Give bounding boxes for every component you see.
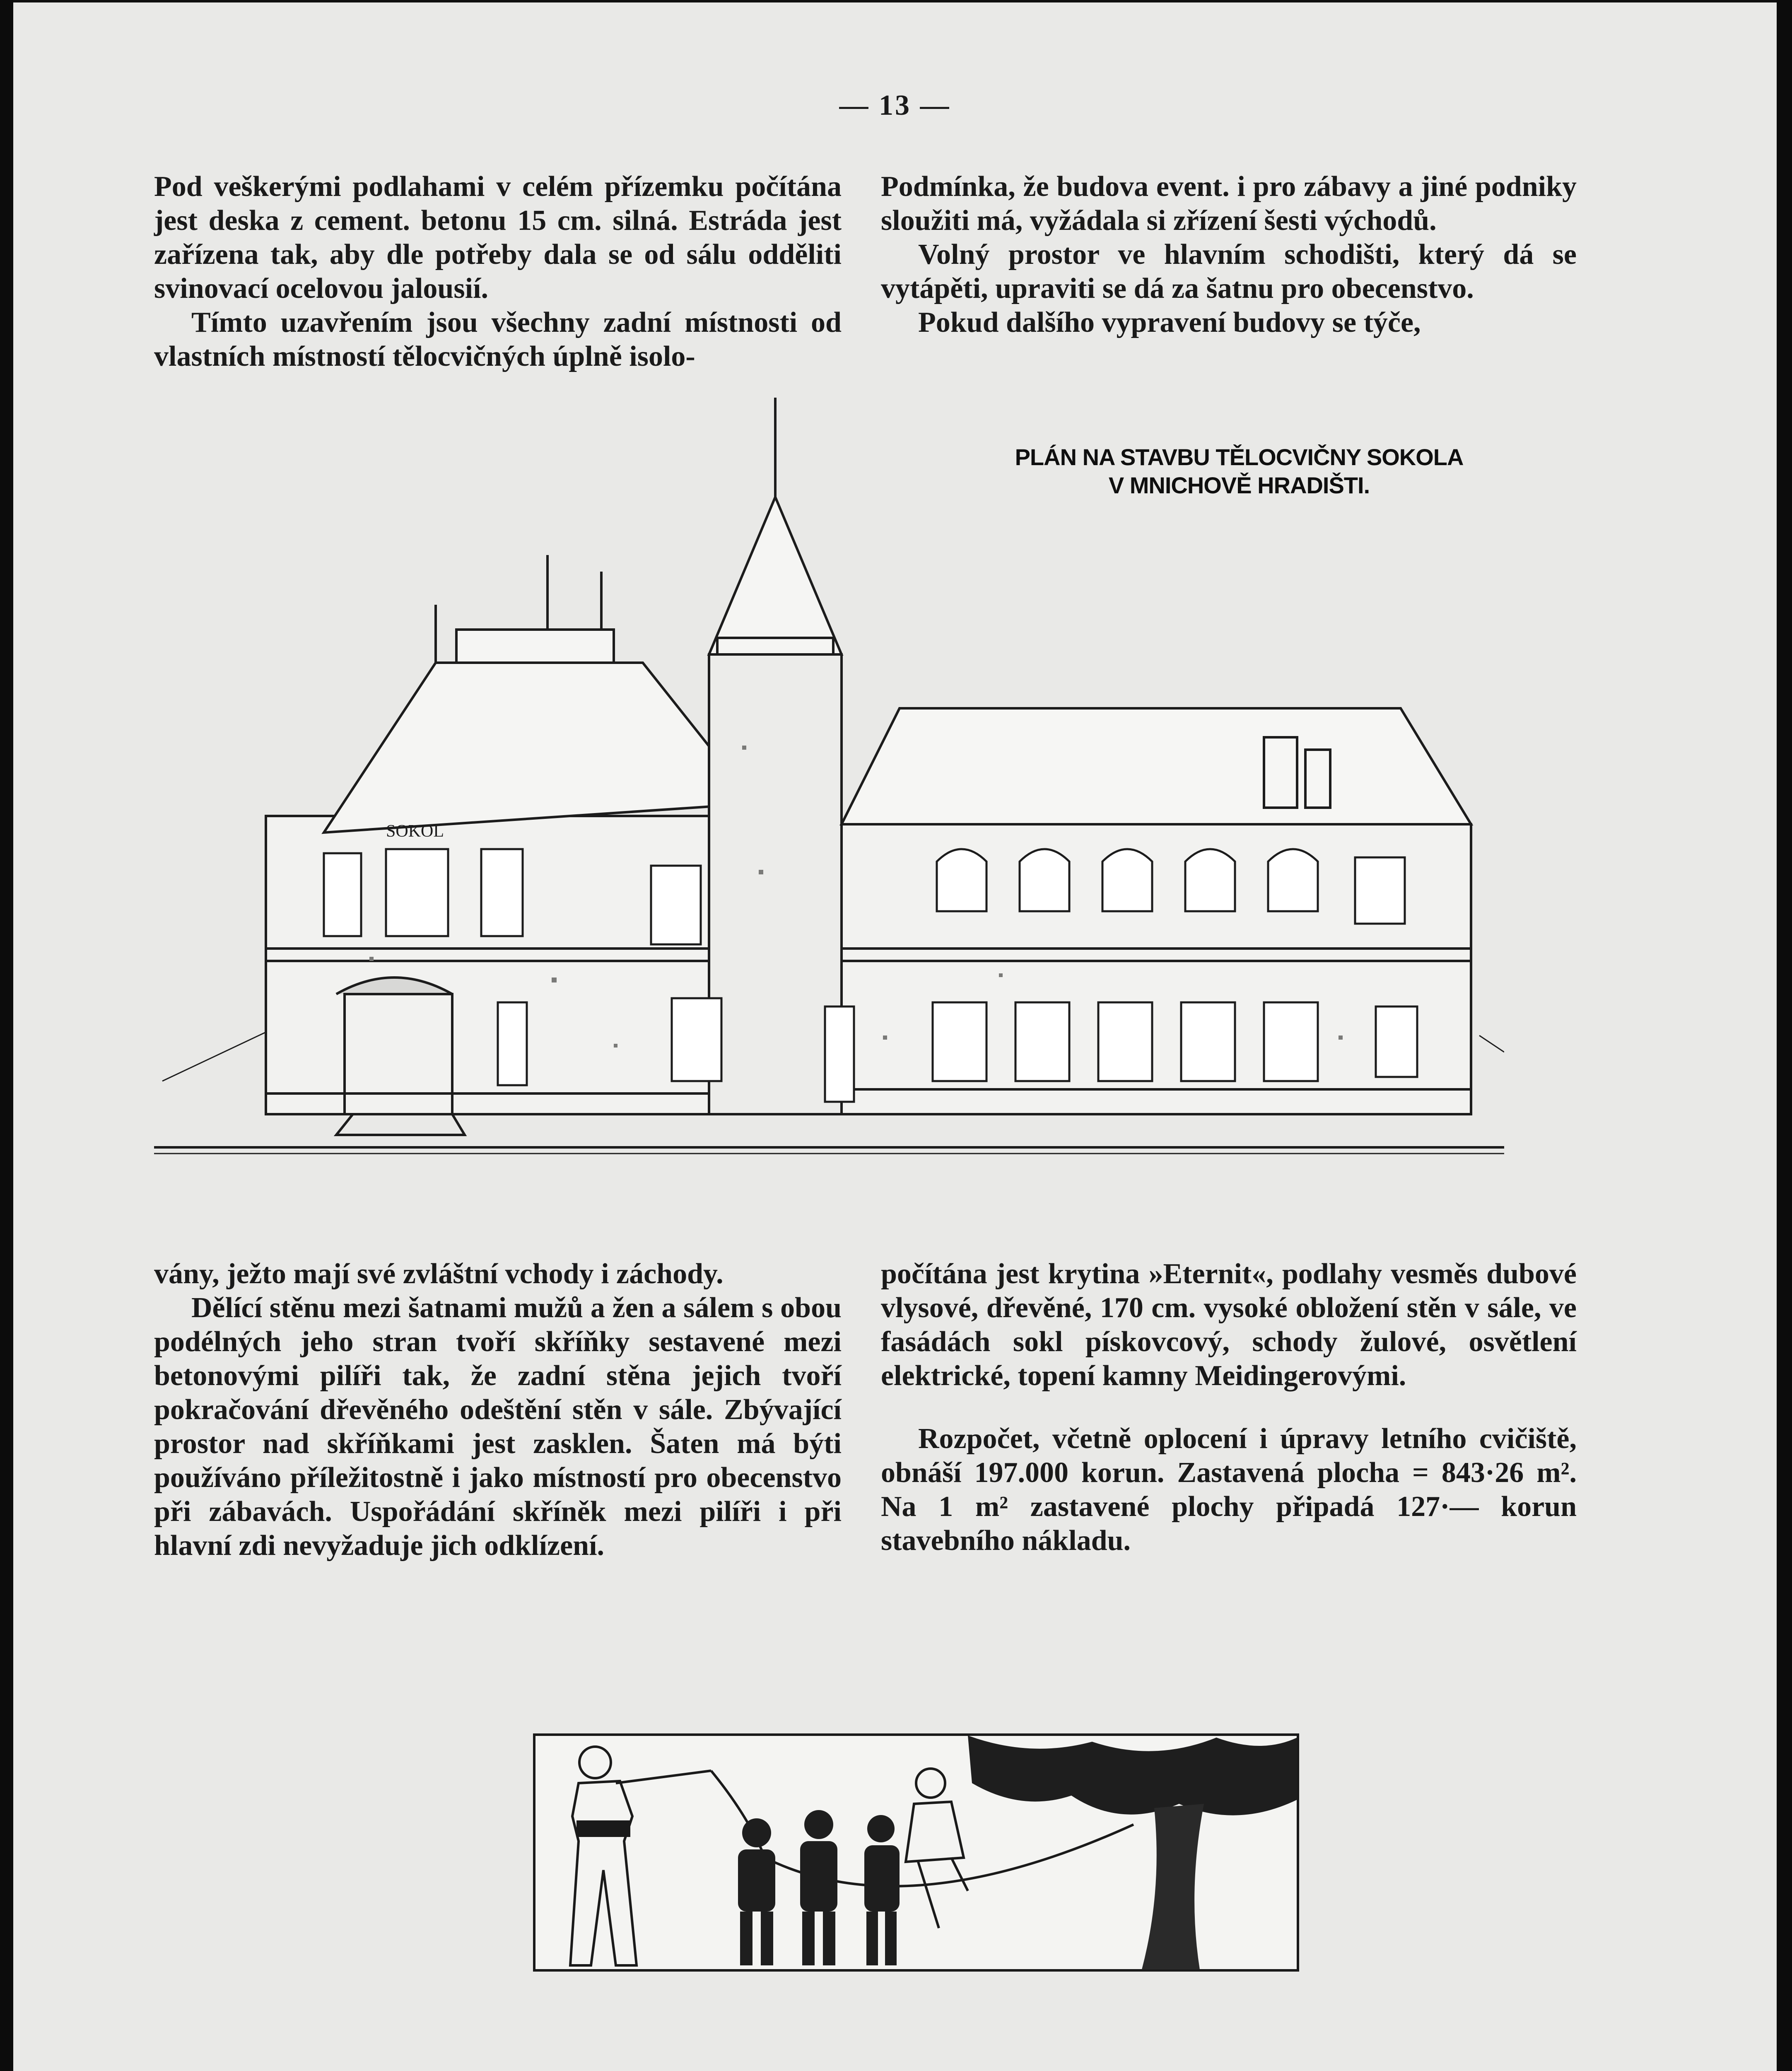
paragraph: Dělící stěnu mezi šatnami mužů a žen a sálem s obou podélných jeho stran tvoří skříňky sestavené mezi betonovými pilíři tak, že zadní stěna jejich tvoří pokračování dřevěného odeštění stěn v sále. Zbývající prostor nad skříňkami jest zasklen. Šaten má býti používáno příležitostně i jako místností pro obecenstvo při zábavách. Uspořádání skříněk mezi pilíři i při hlavní zdi nevyžaduje jich odklízení. [154, 1292, 842, 1562]
scan-edge-top [13, 0, 1777, 2]
paragraph: Pokud dalšího vypravení budovy se týče, [918, 307, 1421, 338]
document-page [13, 0, 1777, 2071]
text-column-top-left [154, 170, 842, 374]
paragraph: Volný prostor ve hlavním schodišti, který dá se vytápěti, upraviti se dá za šatnu pro obecenstvo. [881, 239, 1577, 304]
paragraph: počítána jest krytina »Eternit«, podlahy vesměs dubové vlysové, dřevěné, 170 cm. vysoké obložení stěn v sále, ve fasádách sokl pískovcový, schody žulové, osvětlení elektrické, topení kamny Meidingerovými. [881, 1258, 1577, 1392]
plan-title-line: PLÁN NA STAVBU TĚLOCVIČNY SOKOLA [1015, 444, 1464, 470]
paragraph: Podmínka, že budova event. i pro zábavy a jiné podniky sloužiti má, vyžádala si zřízení šesti východů. [881, 171, 1577, 237]
building-illustration [137, 373, 1504, 1160]
paragraph: vány, ježto mají své zvláštní vchody i záchody. [154, 1258, 724, 1290]
paragraph: Rozpočet, včetně oplocení i úpravy letního cvičiště, obnáší 197.000 korun. Zastavená plocha = 843·26 m². Na 1 m² zastavené plochy připadá 127·— korun stavebního nákladu. [881, 1423, 1577, 1557]
plan-title-line: V MNICHOVĚ HRADIŠTI. [1108, 472, 1370, 498]
building-sign: SOKOL [386, 822, 444, 841]
rope-skipping-vignette [533, 1733, 1299, 1972]
page-number: — 13 — [839, 89, 951, 121]
paragraph: Tímto uzavřením jsou všechny zadní místnosti od vlastních místností tělocvičných úplně isolo- [154, 307, 842, 372]
text-column-bottom-left [154, 1257, 842, 1563]
text-column-top-right [881, 170, 1577, 340]
paragraph: Pod veškerými podlahami v celém přízemku počítána jest deska z cement. betonu 15 cm. silná. Estráda jest zařízena tak, aby dle potřeby dala se od sálu odděliti svinovací ocelovou jalousií. [154, 171, 842, 304]
text-column-bottom-right [881, 1257, 1577, 1558]
